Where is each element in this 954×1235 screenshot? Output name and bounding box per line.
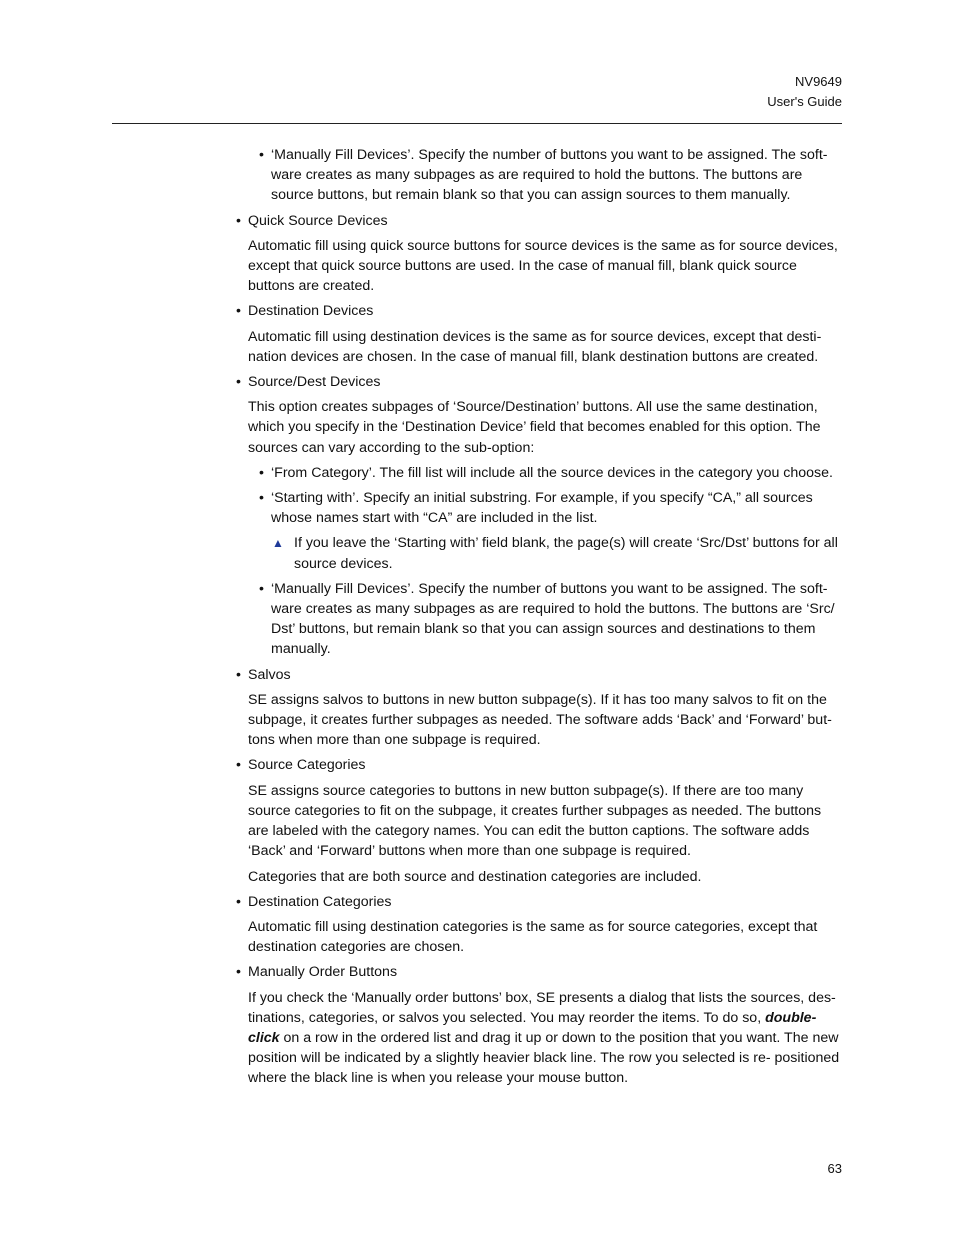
bullet-manually-order-buttons: • Manually Order Buttons (236, 962, 842, 982)
doc-id: NV9649 (795, 74, 842, 89)
source-categories-paragraph: SE assigns source categories to buttons in new button subpage(s). If there are too many source categories to fit on the subpage, it creates further subpages as needed. The buttons are labeled with the category names. You can edit the button captions. The software adds ‘Back’ and ‘Forward’ buttons when more than one subpage is required. (248, 782, 822, 860)
destination-devices-paragraph: Automatic fill using destination devices is the same as for source devices, except that desti- nation devices are chosen. In the case of manual fill, blank destination buttons are created. (248, 328, 822, 365)
bullet-destination-devices: • Destination Devices (236, 301, 842, 321)
quick-source-paragraph: Automatic fill using quick source buttons for source devices is the same as for source devices, except that quick source buttons are used. In the case of manual fill, blank quick source buttons are created. (248, 237, 838, 295)
page-body (236, 145, 842, 1094)
bullet-destination-categories: • Destination Categories (236, 892, 842, 912)
bullet-source-categories: • Source Categories (236, 755, 842, 775)
note-text: If you leave the ‘Starting with’ field blank, the page(s) will create ‘Src/Dst’ buttons for all source devices. (294, 535, 838, 572)
page-header (767, 72, 842, 112)
bullet-manual-fill-source: • ‘Manually Fill Devices’. Specify the number of buttons you want to be assigned. The soft- ware creates as many subpages as are required to hold the buttons. The buttons are source buttons, but remain blank so that you can assign sources to them manually. (236, 145, 842, 206)
double-click-emphasis: double- click (248, 1009, 817, 1046)
manual-order-text-a: If you check the ‘Manually order buttons’ box, SE presents a dialog that lists the sources, des- tinations, categories, or salvos you selected. You may reorder the items. To do so, (248, 989, 836, 1026)
source-categories-note: Categories that are both source and destination categories are included. (248, 868, 702, 885)
sub-bullet-from-category: • ‘From Category’. The fill list will include all the source devices in the category you choose. (236, 463, 842, 483)
salvos-paragraph: SE assigns salvos to buttons in new button subpage(s). If it has too many salvos to fit on the subpage, it creates further subpages as needed. The software adds ‘Back’ and ‘Forward’ but- tons when more than one subpage is required. (248, 691, 832, 749)
sub-bullet-manual-fill-srcdst: • ‘Manually Fill Devices’. Specify the number of buttons you want to be assigned. The soft- ware creates as many subpages as are required to hold the buttons. The buttons are ‘Src/ Dst’ buttons, but remain blank so that you can assign sources and destinations to them manually. (236, 579, 842, 660)
doc-type: User's Guide (767, 94, 842, 109)
header-rule (112, 123, 842, 124)
page-number: 63 (827, 1161, 842, 1176)
destination-categories-paragraph: Automatic fill using destination categories is the same as for source categories, except that destination categories are chosen. (248, 918, 818, 956)
source-dest-paragraph: This option creates subpages of ‘Source/Destination’ buttons. All use the same destination, which you specify in the ‘Destination Device’ field that becomes enabled for this option. The sources can vary according to the sub-option: (248, 399, 821, 456)
manually-order-paragraph (236, 988, 842, 1089)
bullet-salvos: • Salvos (236, 665, 842, 685)
bullet-source-dest-devices: • Source/Dest Devices (236, 372, 842, 392)
bullet-quick-source-devices: • Quick Source Devices (236, 211, 842, 231)
note-blank-starting-with (236, 533, 842, 573)
manual-order-text-b: on a row in the ordered list and drag it up or down to the position that you want. The new position will be indicated by a slightly heavier black line. The row you selected is re- positioned where the black line is when you release your mouse button. (248, 1029, 840, 1087)
triangle-note-icon: ▲ (272, 536, 284, 551)
sub-bullet-starting-with: • ‘Starting with’. Specify an initial substring. For example, if you specify “CA,” all sources whose names start with “CA” are included in the list. (236, 488, 842, 528)
